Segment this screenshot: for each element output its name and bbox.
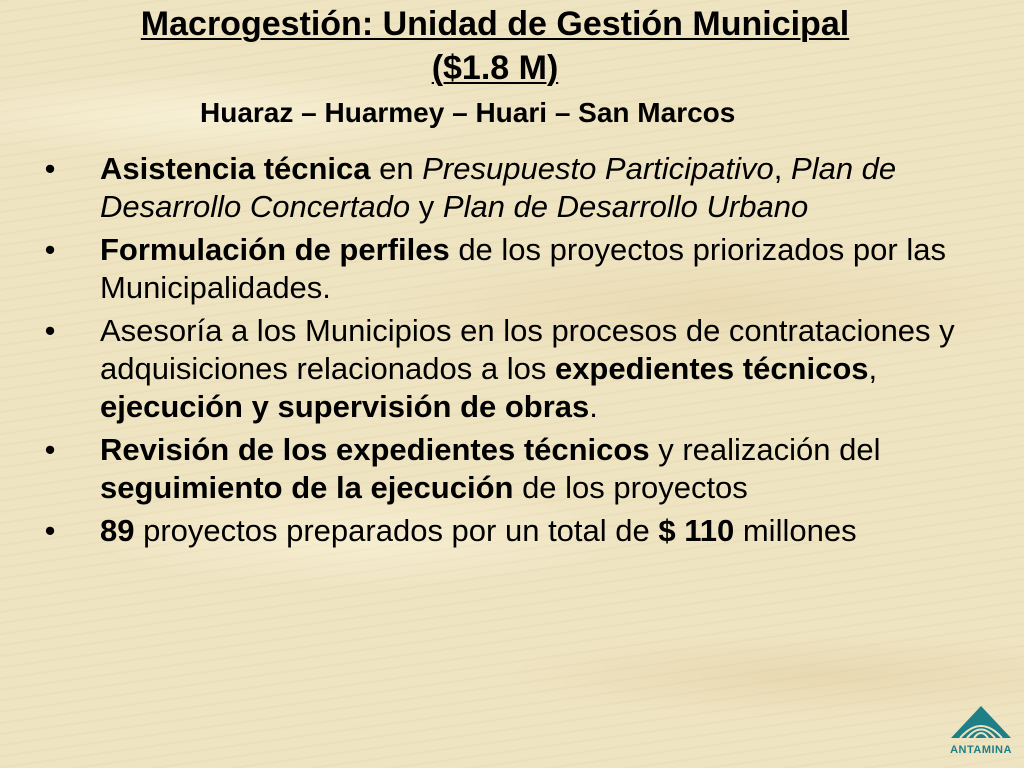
bullet-text: en (370, 151, 423, 186)
bullet-bold: 89 (100, 513, 135, 548)
bullet-italic: Presupuesto Participativo (422, 151, 774, 186)
bullet-item-formulacion (40, 231, 990, 307)
bullet-icon: • (44, 513, 56, 548)
bullet-bold: expedientes técnicos (554, 351, 869, 386)
bullet-bold: seguimiento de la ejecución (100, 470, 514, 505)
bullet-bold: Asistencia técnica (100, 151, 371, 186)
bullet-bold: Formulación de perfiles (100, 232, 450, 267)
bullet-icon: • (44, 151, 56, 186)
mountain-logo-icon (948, 700, 1014, 742)
bullet-italic: Plan de Desarrollo Concertado (100, 151, 897, 224)
title-line-1: Macrogestión: Unidad de Gestión Municipal (140, 5, 850, 43)
bullet-bold: ejecución y supervisión de obras (100, 389, 590, 424)
bullet-text: y (410, 189, 443, 224)
slide-subtitle: Huaraz – Huarmey – Huari – San Marcos (200, 97, 736, 128)
antamina-logo (948, 700, 1014, 756)
bullet-text: , (868, 351, 878, 386)
bullet-item-proyectos (40, 512, 990, 550)
bullet-bold: Revisión de los expedientes técnicos (100, 432, 650, 467)
bullet-item-asesoria (40, 312, 990, 426)
bullet-list (40, 150, 990, 555)
bullet-text: proyectos preparados por un total de (134, 513, 659, 548)
title-line-2: ($1.8 M) (431, 49, 559, 87)
bullet-text: . (589, 389, 598, 424)
bullet-italic: Plan de Desarrollo Urbano (442, 189, 809, 224)
logo-text: ANTAMINA (950, 744, 1012, 756)
bullet-item-asistencia (40, 150, 990, 226)
bullet-text: de los proyectos (513, 470, 748, 505)
bullet-icon: • (44, 313, 56, 348)
bullet-text: millones (734, 513, 857, 548)
bullet-bold: $ 110 (658, 513, 735, 548)
bullet-text: de los proyectos priorizados por las Municipalidades. (100, 232, 946, 305)
bullet-text: y realización del (649, 432, 881, 467)
bullet-text: Asesoría a los Municipios en los procesos de contrataciones y adquisiciones relacionados a los (100, 313, 955, 386)
bullet-icon: • (44, 232, 56, 267)
bullet-item-revision (40, 431, 990, 507)
slide-title (0, 2, 990, 90)
bullet-text: , (773, 151, 792, 186)
bullet-icon: • (44, 432, 56, 467)
